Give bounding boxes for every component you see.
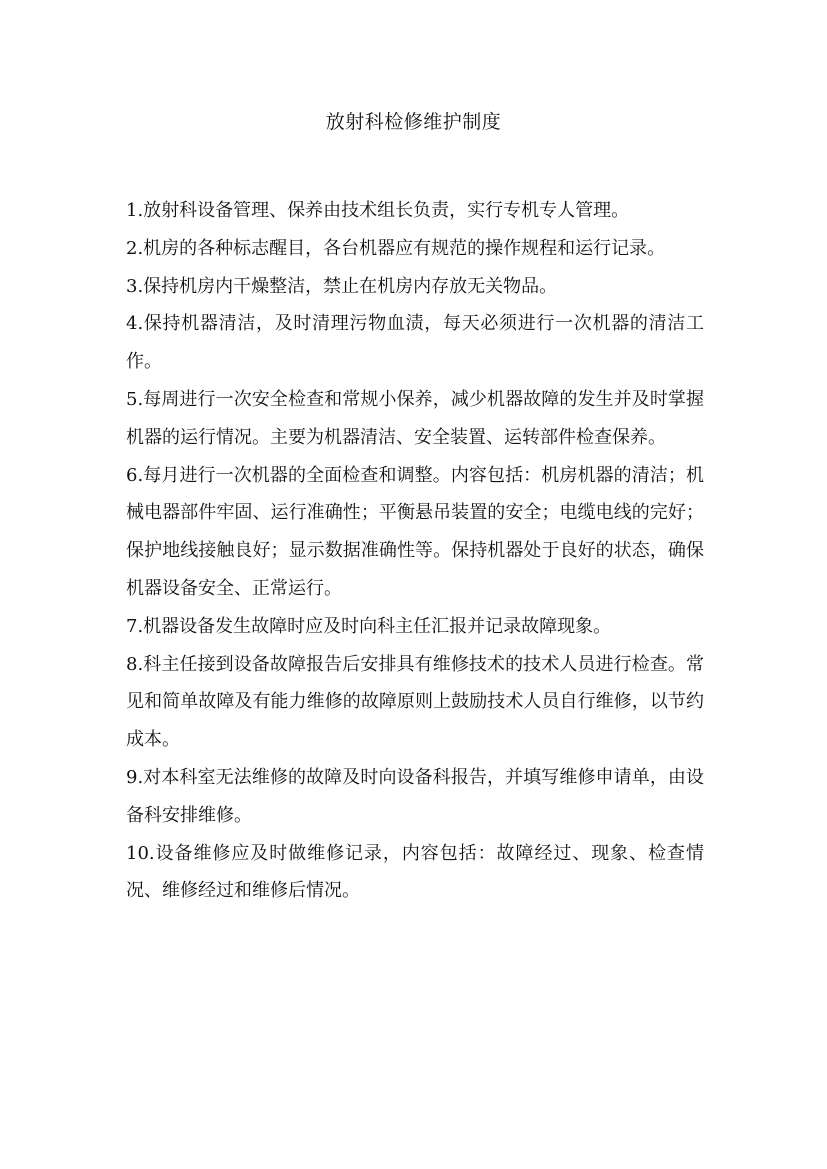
document-title: 放射科检修维护制度 [325,111,502,133]
rule-item-5: 5.每周进行一次安全检查和常规小保养，减少机器故障的发生并及时掌握机器的运行情况。主要为机器清洁、安全装置、运转部件检查保养。 [126,388,704,448]
rule-item-2: 2.机房的各种标志醒目，各台机器应有规范的操作规程和运行记录。 [126,237,666,259]
rule-item-9: 9.对本科室无法维修的故障及时向设备科报告，并填写维修申请单，由设备科安排维修。 [126,766,704,826]
rule-item-1: 1.放射科设备管理、保养由技术组长负责，实行专机专人管理。 [126,200,630,221]
rule-item-7: 7.机器设备发生故障时应及时向科主任汇报并记录故障现象。 [126,615,612,637]
rule-item-8: 8.科主任接到设备故障报告后安排具有维修技术的技术人员进行检查。常见和简单故障及有能力维修的故障原则上鼓励技术人员自行维修，以节约成本。 [126,653,704,751]
rule-item-4: 4.保持机器清洁，及时清理污物血渍，每天必须进行一次机器的清洁工作。 [126,313,704,373]
rule-item-6: 6.每月进行一次机器的全面检查和调整。内容包括：机房机器的清洁；机械电器部件牢固、运行准确性；平衡悬吊装置的安全；电缆电线的完好；保护地线接触良好；显示数据准确性等。保持机器处于良好的状态，确保机器设备安全、正常运行。 [126,464,704,599]
rule-item-3: 3.保持机房内干燥整洁，禁止在机房内存放无关物品。 [126,275,558,297]
document-body [126,192,704,910]
rule-item-10: 10.设备维修应及时做维修记录，内容包括：故障经过、现象、检查情况、维修经过和维修后情况。 [126,842,704,902]
